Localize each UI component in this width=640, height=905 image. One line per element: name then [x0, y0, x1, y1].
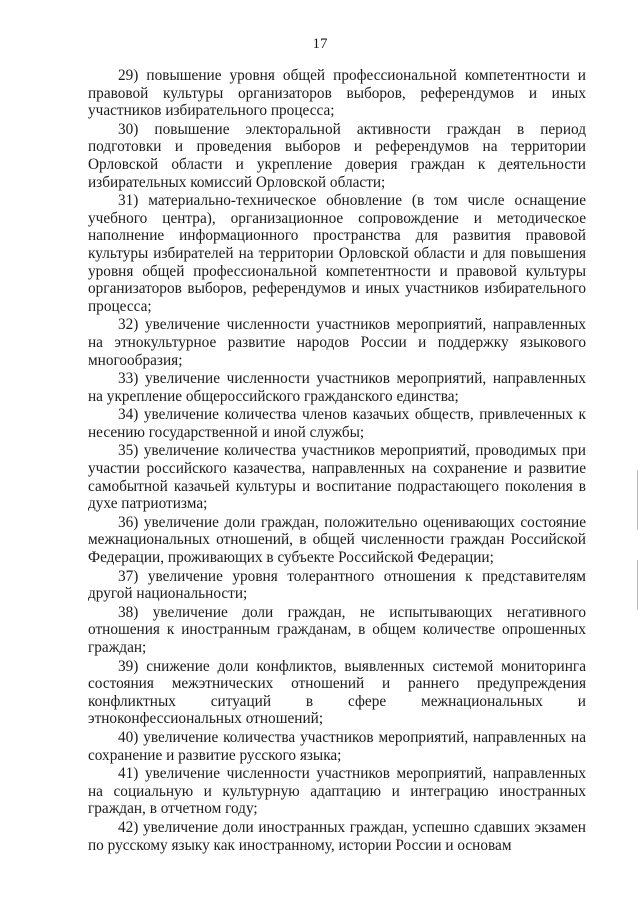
list-item-33: 33) увеличение численности участников мероприятий, направленных на укрепление общероссийского гражданского единства;: [88, 370, 586, 405]
list-item-29: 29) повышение уровня общей профессиональной компетентности и правовой культуры организаторов выборов, референдумов и иных участников избирательного процесса;: [88, 67, 586, 120]
scan-edge-mark: [637, 470, 638, 530]
list-item-40: 40) увеличение количества участников мероприятий, направленных на сохранение и развитие русского языка;: [88, 728, 586, 764]
scan-edge-mark: [637, 560, 638, 610]
list-item-37: 37) увеличение уровня толерантного отношения к представителям другой национальности;: [88, 567, 586, 603]
list-item-34: 34) увеличение количества членов казачьих обществ, привлеченных к несению государственной и иной службы;: [88, 406, 586, 441]
list-item-31: 31) материально-техническое обновление (в том числе оснащение учебного центра), организационное сопровождение и методическое наполнение информационного пространства для развития правовой культуры избирателей на территории Орловской области и для повышения уровня общей профессиональной компетентности и правовой культуры организаторов выборов, референдумов и иных участников избирательного процесса;: [88, 192, 586, 315]
list-item-30: 30) повышение электоральной активности граждан в период подготовки и проведения выборов и референдумов на территории Орловской области и укрепление доверия граждан к деятельности избирательных комиссий Орловской области;: [88, 120, 586, 191]
document-body: [88, 67, 586, 855]
list-item-39: 39) снижение доли конфликтов, выявленных системой мониторинга состояния межэтнических отношений и раннего предупреждения конфликтных ситуаций в сфере межнациональных и этноконфессиональных отношений;: [88, 657, 586, 728]
list-item-32: 32) увеличение численности участников мероприятий, направленных на этнокультурное развитие народов России и поддержку языкового многообразия;: [88, 316, 586, 369]
list-item-36: 36) увеличение доли граждан, положительно оценивающих состояние межнациональных отношений, в общей численности граждан Российской Федерации, проживающих в субъекте Российской Федерации;: [88, 513, 586, 567]
page-number: 17: [312, 36, 328, 52]
list-item-41: 41) увеличение численности участников мероприятий, направленных на социальную и культурную адаптацию и интеграцию иностранных граждан, в отчетном году;: [88, 765, 586, 818]
list-item-35: 35) увеличение количества участников мероприятий, проводимых при участии российского казачества, направленных на сохранение и развитие самобытной казачьей культуры и воспитание подрастающего поколения в духе патриотизма;: [88, 442, 586, 513]
list-item-38: 38) увеличение доли граждан, не испытывающих негативного отношения к иностранным гражданам, в общем количестве опрошенных граждан;: [88, 603, 586, 656]
list-item-42: 42) увеличение доли иностранных граждан, успешно сдавших экзамен по русскому языку как иностранному, истории России и основам: [88, 818, 586, 854]
